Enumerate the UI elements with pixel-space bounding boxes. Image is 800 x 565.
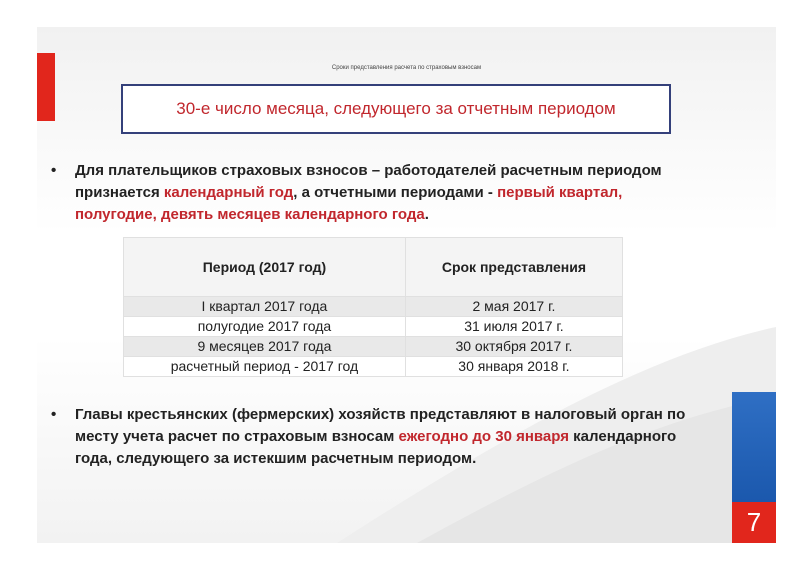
table-cell-period: 9 месяцев 2017 года (124, 337, 406, 357)
table-cell-period: полугодие 2017 года (124, 317, 406, 337)
bullet-dot-icon: • (51, 406, 57, 423)
title-box (121, 84, 671, 134)
table-cell-period: I квартал 2017 года (124, 297, 406, 317)
table-row (124, 337, 623, 357)
table-row (124, 297, 623, 317)
bullet-2-text: Главы крестьянских (фермерских) хозяйств представляют в налоговый орган по месту учета расчет по страховым взносам ежегодно до 30 января календарного года, следующего за истекшим расчетным периодом. (75, 406, 686, 467)
title-box-text: 30-е число месяца, следующего за отчетным периодом (176, 99, 616, 118)
page-number: 7 (732, 502, 776, 543)
table-row (124, 357, 623, 377)
highlight-calendar-year: календарный год (163, 184, 294, 201)
slide-small-title: Сроки представления расчета по страховым взносам (331, 65, 482, 71)
blue-accent-bar (732, 392, 776, 502)
slide (37, 27, 776, 543)
table-row (124, 317, 623, 337)
bullet-paragraph-1 (51, 160, 691, 226)
table-cell-deadline: 2 мая 2017 г. (405, 297, 622, 317)
table-cell-deadline: 31 июля 2017 г. (405, 317, 622, 337)
red-accent-bar (37, 53, 55, 121)
deadlines-table (123, 237, 623, 377)
bullet-1-text: Для плательщиков страховых взносов – работодателей расчетным периодом признается календарный год, а отчетными периодами - первый квартал, полугодие, девять месяцев календарного года. (75, 162, 662, 223)
table-cell-period: расчетный период - 2017 год (124, 357, 406, 377)
table-header-deadline: Срок представления (405, 238, 622, 297)
bullet-dot-icon: • (51, 162, 57, 179)
bullet-paragraph-2 (51, 404, 691, 470)
highlight-periods: первый квартал, полугодие, девять месяцев календарного года (75, 184, 623, 223)
table-cell-deadline: 30 октября 2017 г. (405, 337, 622, 357)
table-cell-deadline: 30 января 2018 г. (405, 357, 622, 377)
table-header-period: Период (2017 год) (124, 238, 406, 297)
highlight-annual-deadline: ежегодно до 30 января (398, 428, 569, 445)
